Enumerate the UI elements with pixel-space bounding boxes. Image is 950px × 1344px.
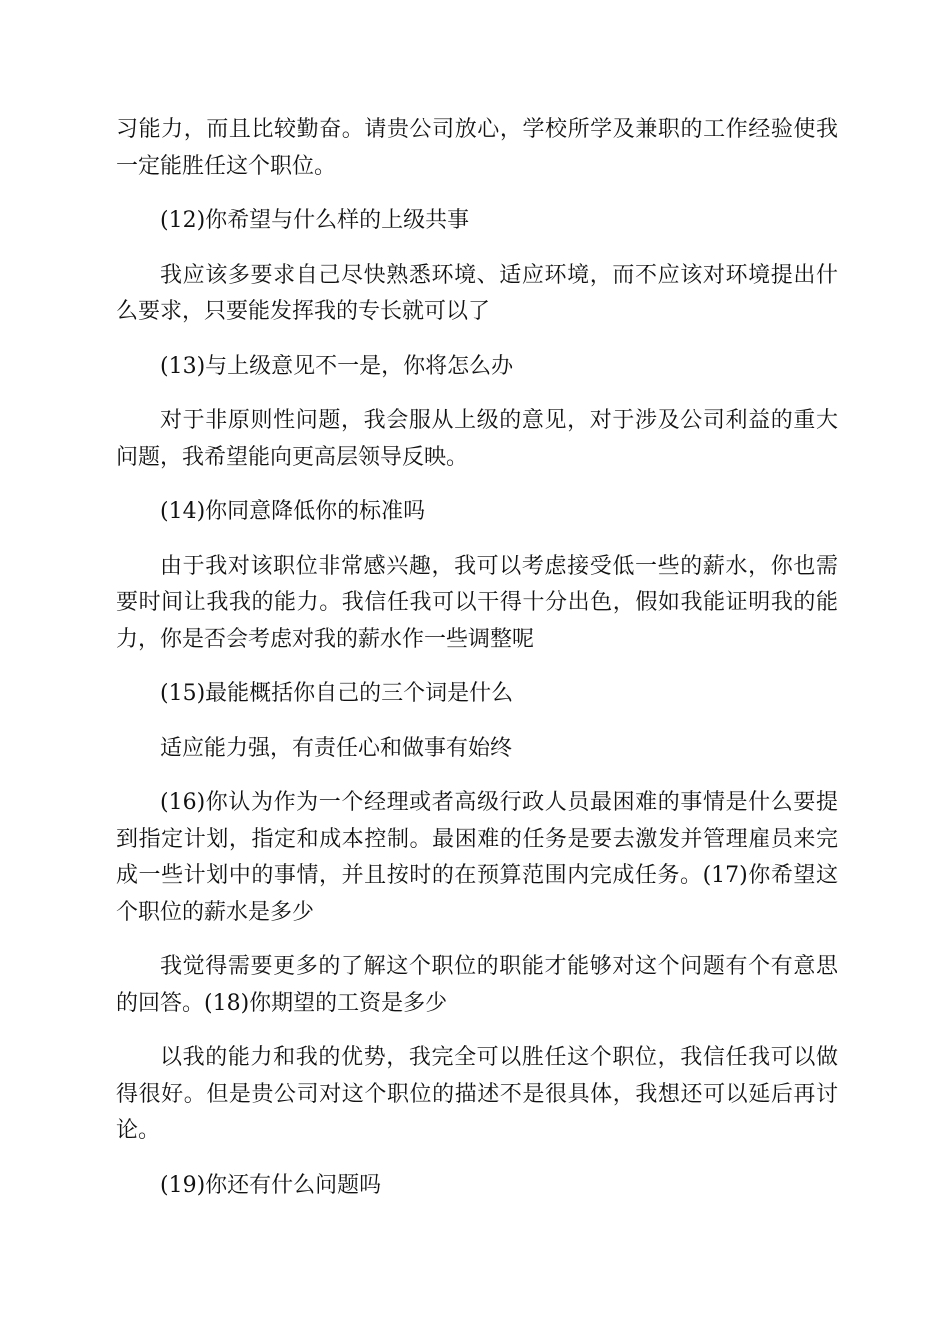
answer-15: 适应能力强，有责任心和做事有始终 (160, 735, 513, 761)
question-15: (15)最能概括你自己的三个词是什么 (160, 681, 514, 706)
question-16-17: (16)你认为作为一个经理或者高级行政人员最困难的事情是什么要提到指定计划，指定和成本控制。最困难的任务是要去激发并管理雇员来完成一些计划中的事情，并且按时的在预算范围内完成任务。(17)你希望这个职位的薪水是多少 (116, 790, 838, 925)
document-body (116, 112, 838, 1222)
answer-17-question-18: 我觉得需要更多的了解这个职位的职能才能够对这个问题有个有意思的回答。(18)你期望的工资是多少 (116, 954, 838, 1016)
answer-12: 我应该多要求自己尽快熟悉环境、适应环境，而不应该对环境提出什么要求，只要能发挥我的专长就可以了 (116, 262, 838, 324)
answer-18: 以我的能力和我的优势，我完全可以胜任这个职位，我信任我可以做得很好。但是贵公司对这个职位的描述不是很具体，我想还可以延后再讨论。 (116, 1045, 838, 1143)
answer-14: 由于我对该职位非常感兴趣，我可以考虑接受低一些的薪水，你也需要时间让我我的能力。我信任我可以干得十分出色，假如我能证明我的能力，你是否会考虑对我的薪水作一些调整呢 (116, 553, 838, 652)
answer-13: 对于非原则性问题，我会服从上级的意见，对于涉及公司利益的重大问题，我希望能向更高层领导反映。 (116, 408, 838, 470)
question-19: (19)你还有什么问题吗 (160, 1172, 382, 1198)
paragraph-continuation: 习能力，而且比较勤奋。请贵公司放心，学校所学及兼职的工作经验使我一定能胜任这个职位。 (116, 117, 838, 179)
question-13: (13)与上级意见不一是，你将怎么办 (160, 353, 514, 379)
question-12: (12)你希望与什么样的上级共事 (160, 208, 470, 233)
question-14: (14)你同意降低你的标准吗 (160, 499, 426, 524)
